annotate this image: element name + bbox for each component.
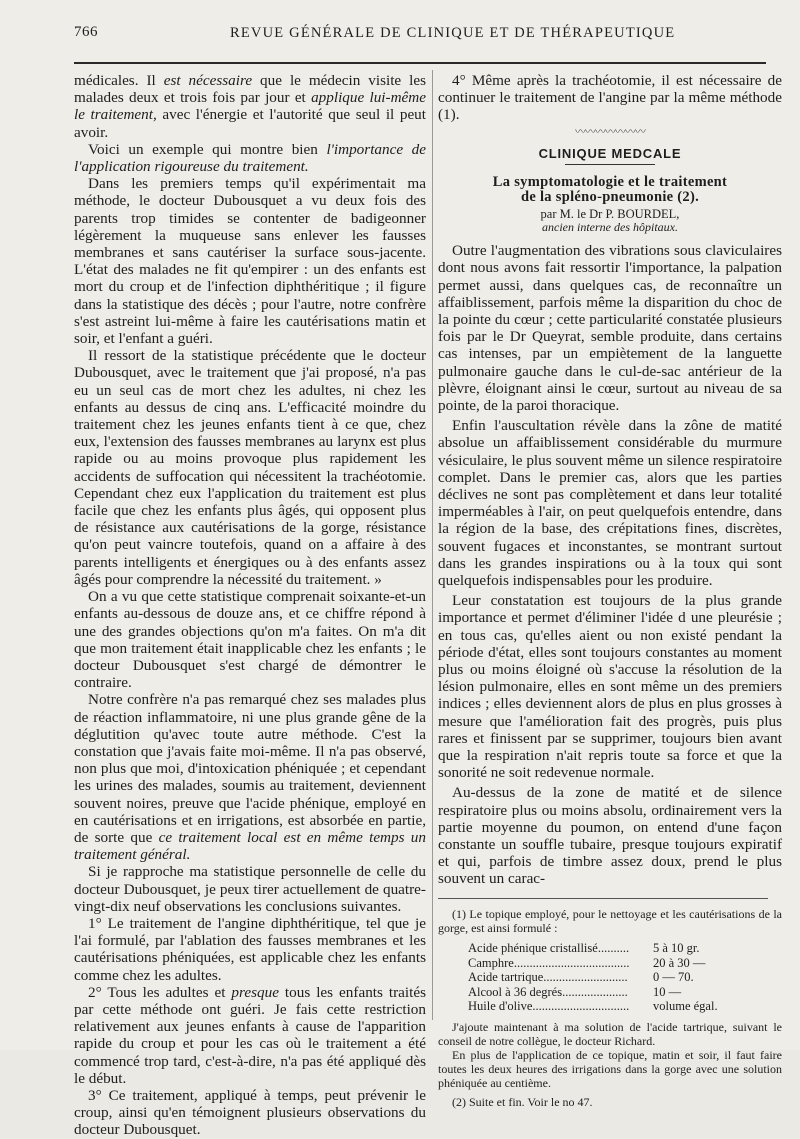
text-run: 2° Tous les adultes et xyxy=(88,983,232,1001)
text-run: 3° Ce traitement, appliqué à temps, peut prévenir le croup, ainsi qu'en témoignent plusieurs observations du docteur Dubousquet. xyxy=(74,1086,426,1139)
running-title: REVUE GÉNÉRALE DE CLINIQUE ET DE THÉRAPEUTIQUE xyxy=(230,25,676,41)
body-paragraph xyxy=(74,347,426,588)
text-run: tous les enfants traités par cette méthode ont guéri. Je fais cette restriction relativement aux jeunes enfants à cause de l'apparition rapide du croup et pour les cas où le traitement a été commencé trop tard, c'est-à-dire, n'a pas été appliqué dès le début. xyxy=(74,983,426,1087)
italic-text: l'importance de l'application rigoureuse du traitement. xyxy=(74,140,426,176)
body-paragraph xyxy=(74,691,426,863)
italic-text: applique lui-même le traitement, xyxy=(74,89,426,124)
recipe-row xyxy=(468,970,773,985)
article-title-line2: de la spléno-pneumonie (2). xyxy=(520,188,700,205)
text-run: médicales. Il xyxy=(74,72,164,89)
recipe-quantity: 5 à 10 gr. xyxy=(653,941,700,956)
body-paragraph xyxy=(74,141,426,175)
body-paragraph xyxy=(74,915,426,984)
left-column xyxy=(74,72,426,1139)
body-paragraph xyxy=(74,588,426,691)
text-run: 1° Le traitement de l'angine diphthéritique, tel que je l'ai formulé, par l'ablation des fausses membranes et les cautérisations phéniquées, est applicable chez les enfants comme chez les adultes. xyxy=(74,914,426,984)
body-paragraph xyxy=(74,1087,426,1139)
article-paragraph: Outre l'augmentation des vibrations sous claviculaires dont nous avons fait ressortir l'importance, la palpation permet aussi, dans quelques cas, de reconnaître un affaiblissement, parfois même la disparition du choc de la pointe du cœur ; cette particularité constatée plusieurs fois par le Dr Queyrat, semble produite, dans certains cas intenses, par un empiètement de la languette pulmonaire gauche dans le cul-de-sac antérieur de la plèvre, éloignant ainsi le cœur, surtout au niveau de sa pointe, de la paroi thoracique. xyxy=(438,242,782,414)
article-paragraph: Enfin l'auscultation révèle dans la zône de matité absolue un affaiblissement considérable du murmure vésiculaire, le plus souvent même un silence respiratoire complet. Dans le premier cas, alors que les parties déclives ne sont pas complètement et dans leur totalité imperméables à l'air, on peut quelquefois entendre, dans la région de la base, des crépitations fines, discrètes, souvent fugaces et inconstantes, se montrant surtout dans les grandes inspirations ou à la toux qui sont quelquefois indispensables pour les produire. xyxy=(438,417,782,589)
recipe-ingredient: Acide phénique cristallisé.......... xyxy=(468,941,630,956)
continuation-paragraph: 4° Même après la trachéotomie, il est nécessaire de continuer le traitement de l'angine par la même méthode (1). xyxy=(438,72,782,124)
header-rule xyxy=(74,62,766,64)
footnote-rule xyxy=(438,898,768,899)
text-run: Si je rapproche ma statistique personnelle de celle du docteur Dubousquet, je peux tirer actuellement de quatre-vingt-dix neuf observations les conclusions suivantes. xyxy=(74,863,426,915)
page-number: 766 xyxy=(74,24,98,40)
recipe-row xyxy=(468,985,773,1000)
body-paragraph xyxy=(74,863,426,915)
recipe-table xyxy=(468,941,773,1014)
text-run: Il ressort de la statistique précédente que le docteur Dubousquet, avec le traitement que j'ai proposé, n'a pas eu un seul cas de mort chez les adultes, ni chez les enfants au dessus de cinq ans. L'efficacité moindre du traitement chez les jeunes enfants tient à ce que, chez eux, l'extension des fausses membranes au larynx est plus rapide ou au moins provoque plus rapidement les accidents de suffocation qui nécessitent la trachéotomie. Cependant chez eux l'application du traitement est plus facile que chez les enfants plus âgés, qui opposent plus de résistance aux cautérisations de la gorge, résistance qu'on peut vaincre toutefois, quand on a affaire à des parents intelligents et énergiques ou à des enfants assez âgés pour comprendre la nécessité du traitement. » xyxy=(74,347,426,588)
recipe-row xyxy=(468,941,773,956)
body-paragraph xyxy=(74,72,426,141)
footnotes xyxy=(438,907,782,1109)
text-run: On a vu que cette statistique comprenait soixante-et-un enfants au-dessous de douze ans, et ce chiffre répond à une des grandes objections qu'on m'a faites. On m'a dit que mon traitement était inapplicable chez les enfants ; le docteur Dubousquet s'est chargé de démontrer le contraire. xyxy=(74,588,426,692)
footnote-1-continued: En plus de l'application de ce topique, matin et soir, il faut faire toutes les deux heures des irrigations dans la gorge avec une solution phéniquée au centième. xyxy=(438,1047,782,1091)
text-run: avec l'énergie et l'autorité que seul il peut avoir. xyxy=(74,106,426,141)
article-paragraph: Au-dessus de la zone de matité et de silence respiratoire plus ou moins absolu, ordinairement vers la partie moyenne du poumon, on entend d'une façon constante un souffle tubaire, presque toujours expiratif et qui, parfois de timbre assez doux, prend le plus souvent un carac- xyxy=(438,784,782,888)
recipe-quantity: volume égal. xyxy=(653,999,718,1014)
footnote-1-continued: J'ajoute maintenant à ma solution de l'acide tartrique, suivant le conseil de notre collègue, le docteur Richard. xyxy=(438,1019,782,1048)
recipe-ingredient: Acide tartrique........................... xyxy=(468,970,628,985)
page-header xyxy=(74,24,774,46)
footnote-2: (2) Suite et fin. Voir le no 47. xyxy=(452,1094,593,1109)
recipe-ingredient: Alcool à 36 degrés..................... xyxy=(468,984,628,999)
article-author: par M. le Dr P. BOURDEL, xyxy=(540,206,680,221)
text-run: que le médecin visite les malades deux et trois fois par jour et xyxy=(74,72,426,107)
recipe-ingredient: Huile d'olive............................... xyxy=(468,999,630,1014)
italic-text: presque xyxy=(231,983,279,1001)
footnote-1: (1) Le topique employé, pour le nettoyage et les cautérisations de la gorge, est ainsi formulé : xyxy=(438,906,782,935)
section-heading: CLINIQUE MEDCALE xyxy=(538,145,682,161)
author-affiliation: ancien interne des hôpitaux. xyxy=(542,220,678,235)
text-run: Voici un exemple qui montre bien xyxy=(88,140,327,158)
recipe-quantity: 0 — 70. xyxy=(653,970,694,985)
italic-text: est nécessaire xyxy=(163,72,253,89)
ornament-divider: 〰〰〰〰〰〰〰 xyxy=(575,125,645,138)
recipe-row xyxy=(468,999,773,1014)
text-run: Notre confrère n'a pas remarqué chez ses malades plus de réaction inflammatoire, ni une plus grande gêne de la déglutition qu'avec toute autre méthode. C'est la constation que j'avais faite moi-même. Il n'a pas observé, non plus que moi, d'intoxication phéniquée ; et cependant les urines des malades, soumis au traitement, deviennent souvent noires, preuve que l'acide phénique, employé en en cautérisations et en irrigations, est absorbée en partie, de sorte que xyxy=(74,691,426,846)
recipe-row xyxy=(468,956,773,971)
recipe-quantity: 20 à 30 — xyxy=(653,955,706,970)
section-underline xyxy=(565,164,655,165)
body-paragraph xyxy=(74,175,426,347)
right-column xyxy=(438,72,782,1109)
article-paragraph: Leur constatation est toujours de la plus grande importance et permet d'éliminer l'idée d une pleurésie ; en tous cas, qu'elles aient ou non existé pendant la période d'état, elles sont toujours constantes au moment plus ou moins éloigné où s'accuse la résolution de la lésion pulmonaire, elles en sont même un des premiers indices ; elles deviennent alors de plus en plus grosses à mesure que l'amélioration fait des progrès, puis plus rares et finissent par se supprimer, toujours bien avant que la respiration n'ait repris toute sa force et que la sonorité ne soit redevenue normale. xyxy=(438,592,782,782)
column-divider xyxy=(432,70,433,1020)
body-paragraph xyxy=(74,984,426,1087)
text-run: Dans les premiers temps qu'il expérimentait ma méthode, le docteur Dubousquet a vu deux fois des parents trop timides se contenter de badigeonner légèrement la muqueuse sans enlever les fausses membranes et sans cautériser la surface sous-jacente. L'état des malades ne fit qu'empirer : un des enfants est mort du croup et de l'infection diphthéritique ; il figure dans la statistique des décès ; pour l'autre, notre confrère s'est astreint lui-même à faire les cautérisations matin et soir, et l'enfant a guéri. xyxy=(74,175,426,348)
recipe-ingredient: Camphre..................................... xyxy=(468,955,630,970)
italic-text: ce traitement local est en même temps un traitement général. xyxy=(74,828,426,864)
article-title-line1: La symptomatologie et le traitement xyxy=(492,173,728,190)
recipe-quantity: 10 — xyxy=(653,984,682,999)
